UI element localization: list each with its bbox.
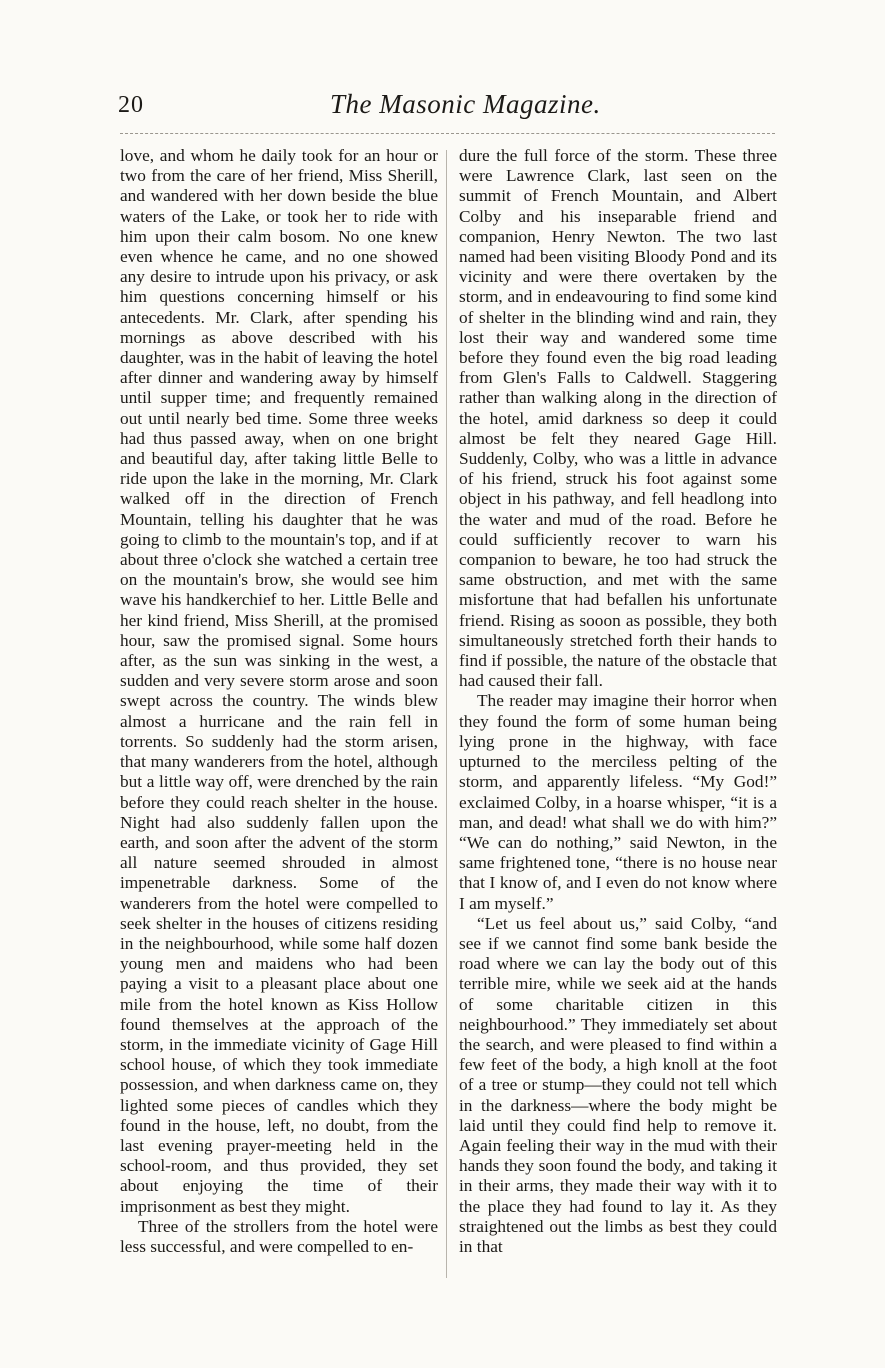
right-paragraph-2: The reader may imagine their horror when they found the form of some human being lying prone in the highway, with face upturned to the merciless pelting of the storm, and apparently lifeless. “My God!” exclaimed Colby, in a hoarse whisper, “it is a man, and dead! what shall we do with him?” “We can do nothing,” said Newton, in the same frightened tone, “there is no house near that I know of, and I even do not know where I am myself.” xyxy=(459,691,777,913)
right-column xyxy=(459,146,777,1257)
right-paragraph-3: “Let us feel about us,” said Colby, “and see if we cannot find some bank beside the road where we can lay the body out of this terrible mire, while we seek aid at the hands of some charitable citizen in this neighbourhood.” They immediately set about the search, and were pleased to find within a few feet of the body, a high knoll at the foot of a tree or stump—they could not tell which in the darkness—where the body might be laid until they could find help to remove it. Again feeling their way in the mud with their hands they soon found the body, and taking it in their arms, they made their way with it to the place they had found to lay it. As they straightened out the limbs as best they could in that xyxy=(459,913,777,1256)
right-paragraph-1: dure the full force of the storm. These three were Lawrence Clark, last seen on the summit of French Mountain, and Albert Colby and his inseparable friend and companion, Henry Newton. The two last named had been visiting Bloody Pond and its vicinity and were there overtaken by the storm, and in endeavouring to find some kind of shelter in the blinding wind and rain, they lost their way and wandered some time before they found even the big road leading from Glen's Falls to Caldwell. Staggering rather than walking along in the direction of the hotel, amid darkness so deep it could almost be felt they neared Gage Hill. Suddenly, Colby, who was a little in advance of his friend, struck his foot against some object in his pathway, and fell headlong into the water and mud of the road. Before he could sufficiently recover to warn his companion to beware, he too had struck the same obstruction, and met with the same misfortune that had befallen his unfortunate friend. Rising as sooon as possible, they both simultaneously stretched forth their hands to find if possible, the nature of the obstacle that had caused their fall. xyxy=(459,146,777,691)
running-title: The Masonic Magazine. xyxy=(330,89,601,119)
left-paragraph-2: Three of the strollers from the hotel were less successful, and were compelled to en- xyxy=(120,1216,438,1256)
left-column xyxy=(120,146,438,1257)
column-divider xyxy=(446,150,447,1278)
page-number: 20 xyxy=(118,92,144,118)
header-rule xyxy=(120,133,775,134)
left-paragraph-1: love, and whom he daily took for an hour or two from the care of her friend, Miss Sherill, and wandered with her down beside the blue waters of the Lake, or took her to ride with him upon their calm bosom. No one knew even whence he came, and no one showed any desire to intrude upon his privacy, or ask him questions concerning himself or his antecedents. Mr. Clark, after spending his mornings as above described with his daughter, was in the habit of leaving the hotel after dinner and wandering away by himself until supper time; and frequently remained out until nearly bed time. Some three weeks had thus passed away, when on one bright and beautiful day, after taking little Belle to ride upon the lake in the morning, Mr. Clark walked off in the direction of French Mountain, telling his daughter that he was going to climb to the mountain's top, and if at about three o'clock she watched a certain tree on the mountain's brow, she would see him wave his handkerchief to her. Little Belle and her kind friend, Miss Sherill, at the promised hour, saw the promised signal. Some hours after, as the sun was sinking in the west, a sudden and very severe storm arose and soon swept across the country. The winds blew almost a hurricane and the rain fell in torrents. So suddenly had the storm arisen, that many wanderers from the hotel, although but a little way off, were drenched by the rain before they could reach shelter in the house. Night had also suddenly fallen upon the earth, and soon after the advent of the storm all nature seemed shrouded in almost impenetrable darkness. Some of the wanderers from the hotel were compelled to seek shelter in the houses of citizens residing in the neighbourhood, while some half dozen young men and maidens who had been paying a visit to a pleasant place about one mile from the hotel known as Kiss Hollow found themselves at the approach of the storm, in the immediate vicinity of Gage Hill school house, of which they took immediate possession, and when darkness came on, they lighted some pieces of candles which they found in the house, left, no doubt, from the last evening prayer-meeting held in the school-room, and thus provided, they set about enjoying the time of their imprisonment as best they might. xyxy=(120,146,438,1216)
